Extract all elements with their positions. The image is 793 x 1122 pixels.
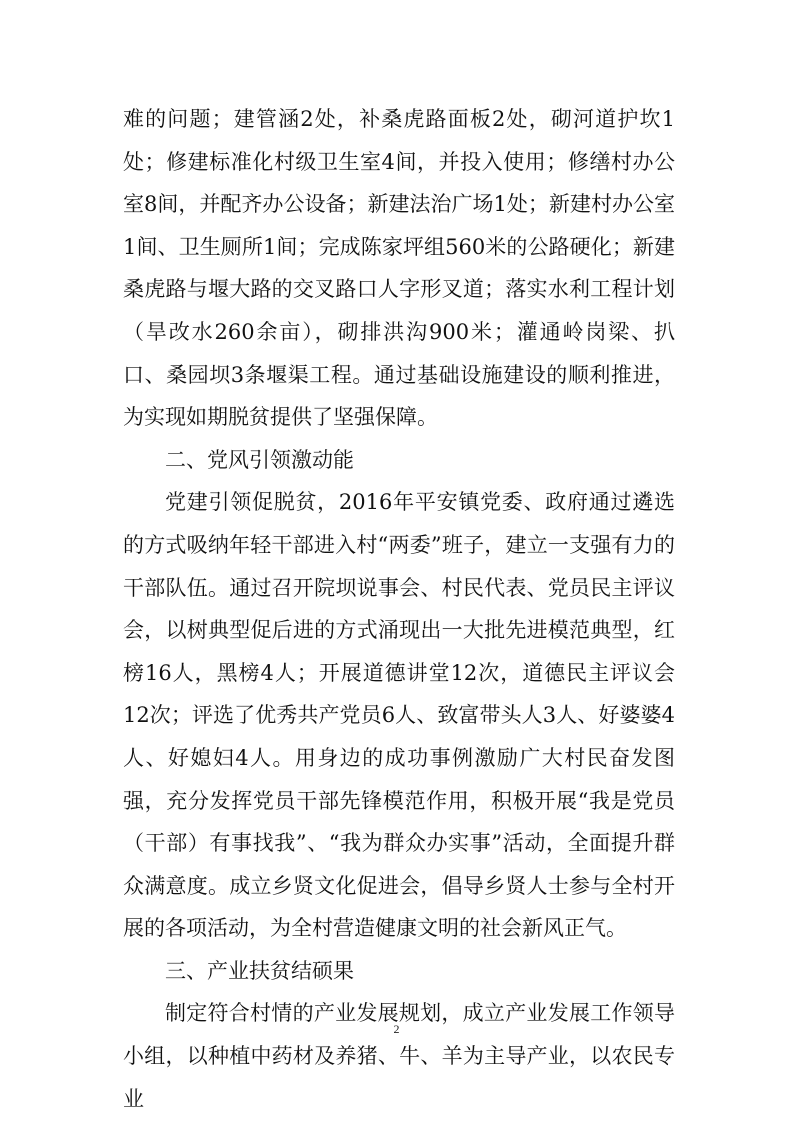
document-body xyxy=(123,98,675,1120)
paragraph-party-style: 党建引领促脱贫，2016年平安镇党委、政府通过遴选的方式吸纳年轻干部进入村“两委”班子，建立一支强有力的干部队伍。通过召开院坝说事会、村民代表、党员民主评议会，以树典型促后进的方式涌现出一大批先进模范典型，红榜16人，黑榜4人；开展道德讲堂12次，道德民主评议会12次；评选了优秀共产党员6人、致富带头人3人、好婆婆4人、好媳妇4人。用身边的成功事例激励广大村民奋发图强，充分发挥党员干部先锋模范作用，积极开展“我是党员（干部）有事找我”、“我为群众办实事”活动，全面提升群众满意度。成立乡贤文化促进会，倡导乡贤人士参与全村开展的各项活动，为全村营造健康文明的社会新风正气。 xyxy=(123,490,675,941)
page-number: 2 xyxy=(393,1022,400,1036)
paragraph-infrastructure: 难的问题；建管涵2处，补桑虎路面板2处，砌河道护坎1处；修建标准化村级卫生室4间，并投入使用；修缮村办公室8间，并配齐办公设备；新建法治广场1处；新建村办公室1间、卫生厕所1间；完成陈家坪组560米的公路硬化；新建桑虎路与堰大路的交叉路口人字形叉道；落实水利工程计划（旱改水260余亩），砌排洪沟900米；灌通岭岗梁、扒口、桑园坝3条堰渠工程。通过基础设施建设的顺利推进，为实现如期脱贫提供了坚强保障。 xyxy=(123,107,675,430)
paragraph-industry: 制定符合村情的产业发展规划，成立产业发展工作领导小组，以种植中药材及养猪、牛、羊为主导产业，以农民专业 xyxy=(123,1001,675,1111)
section-heading-industry: 三、产业扶贫结硕果 xyxy=(165,958,354,983)
section-heading-party-style: 二、党风引领激动能 xyxy=(165,447,354,472)
